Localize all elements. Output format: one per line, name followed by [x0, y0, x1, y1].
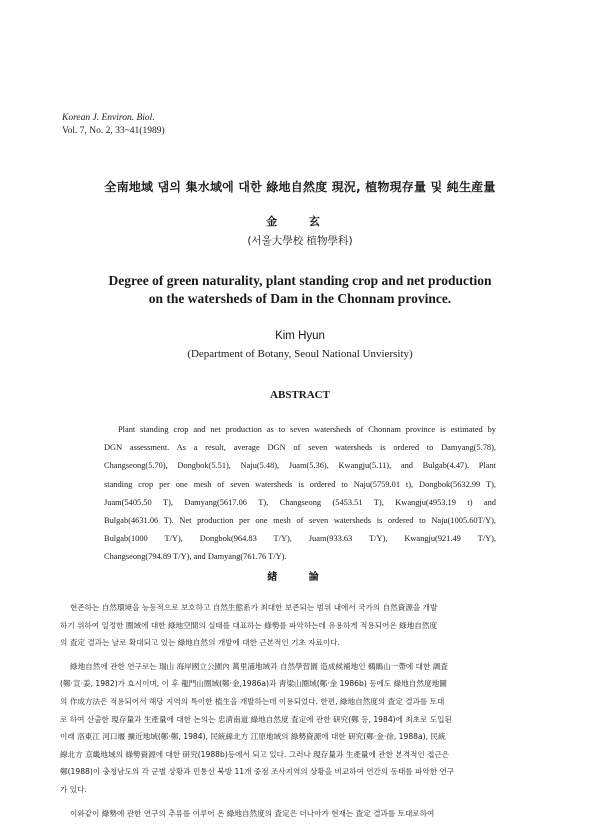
abstract-line: DGN assessment. As a result, average DGN of seven watersheds is ordered to Damyang(5.78),: [104, 443, 496, 453]
korean-title: 全南地域 댐의 集水域에 대한 綠地自然度 現況, 植物現存量 및 純生産量: [104, 180, 496, 194]
english-title: [0, 272, 600, 308]
english-title-line-2: on the watersheds of Dam in the Chonnam province.: [148, 291, 452, 306]
abstract-line: Juam(5405.50 T), Damyang(5617.06 T), Changseong (5453.51 T), Kwangju(4953.19 t) and: [104, 497, 496, 507]
journal-name: Korean J. Environ. Biol.: [62, 113, 155, 123]
body-line: 이와같이 綠勢에 관한 연구의 추류를 이루어 온 綠地自然度의 査定은 더나아가 현재는 査定 결과를 토대로하여: [70, 808, 435, 818]
abstract-line: standing crop per one mesh of seven watersheds is ordered to Naju(5759.01 t), Dongbok(5632.99 T),: [104, 479, 496, 489]
english-title-line-1: Degree of green naturality, plant standing crop and net production: [108, 273, 492, 288]
body-line: 線北方 京畿地域의 綠勢資源에 대한 研究(1988b)등에서 되고 있다. 그러나 現存量과 生產量에 관한 본격적인 접근은: [60, 749, 450, 759]
body-line: 의 作成方法은 적용되어서 해당 지역의 특이한 植生을 개발하는데 이용되었다. 한편, 綠地自然度의 査定 결과를 토대: [60, 696, 445, 706]
korean-author: 金 玄: [266, 215, 334, 228]
abstract-line: Changseong(5.70), Dongbok(5.51), Naju(5.48), Juam(5.36), Kwangju(5.11), and Bulgab(4.47). Plant: [104, 461, 496, 471]
abstract-line: Bulgab(4631.06 T). Net production per one mesh of seven watersheds is ordered to Naju(1005.60T/Y),: [104, 516, 496, 526]
abstract-line: Plant standing crop and net production as to seven watersheds of Chonnam province is estimated by: [118, 425, 496, 434]
abstract-line: Changseong(794.89 T/Y), and Damyang(761.76 T/Y).: [104, 552, 287, 562]
english-affiliation: (Department of Botany, Seoul National Unviersity): [187, 348, 413, 360]
abstract-body: [104, 421, 496, 567]
journal-volume: Vol. 7, No. 2, 33~41(1989): [62, 126, 165, 136]
body-line: 현존하는 自然環境을 능동적으로 보호하고 自然生態系가 최대한 보존되는 범위 내에서 국가의 自然資源을 개발: [70, 603, 438, 612]
section-heading-introduction: 緖 論: [267, 572, 333, 583]
korean-affiliation: (서울大學校 植物學科): [247, 235, 353, 247]
body-line: 하기 위하여 일정한 圈域에 대한 綠地空間의 실태를 대표하는 綠勢를 파악하는데 유용하게 적용되어온 綠地自然度: [60, 620, 438, 630]
body-line: 이래 洛東江 河口堰 擴近地域(鄭·鄭, 1984), 民統線北方 江原地域의 綠勢資源에 대한 研究(鄭·金·徐, 1988a), 民統: [60, 732, 446, 742]
body-line: 의 査定 결과는 날로 확대되고 있는 綠地自然의 개발에 대한 근본적인 기초 자료이다.: [60, 638, 340, 648]
body-line: 綠地自然에 관한 연구로는 瑞山 海岸國立公園內 萬里浦地域과 自然學習園 造成候補地인 鷄鵲山一帶에 대한 調査: [70, 661, 448, 671]
journal-info: [62, 112, 165, 138]
introduction-body: [60, 599, 538, 822]
abstract-line: Bulgab(1000 T/Y), Dongbok(964.83 T/Y), Juam(933.63 T/Y), Kwangju(921.49 T/Y),: [104, 534, 496, 544]
body-line: (鄭·宣·姜, 1982)가 효시이며, 이 후 龍門山圈域(鄭·金,1986a)과 靑梁山圈域(鄭·金 1986b) 등에도 綠地自然度地圖: [60, 679, 447, 689]
english-author: Kim Hyun: [275, 330, 325, 342]
body-line: 로 하여 산출한 現存量과 生產量에 대한 논의는 忠淸南道 綠地自然度 査定에 관한 研究(鄭 등, 1984)에 최초로 도입된: [60, 714, 452, 724]
abstract-heading: ABSTRACT: [270, 389, 330, 401]
body-line: 가 있다.: [60, 784, 87, 794]
body-line: 鄭(1988)이 충청남도의 각 군별 상황과 민통선 북방 11개 중점 조사지역의 상황을 비교하여 연간의 동태를 파악한 연구: [60, 767, 455, 777]
